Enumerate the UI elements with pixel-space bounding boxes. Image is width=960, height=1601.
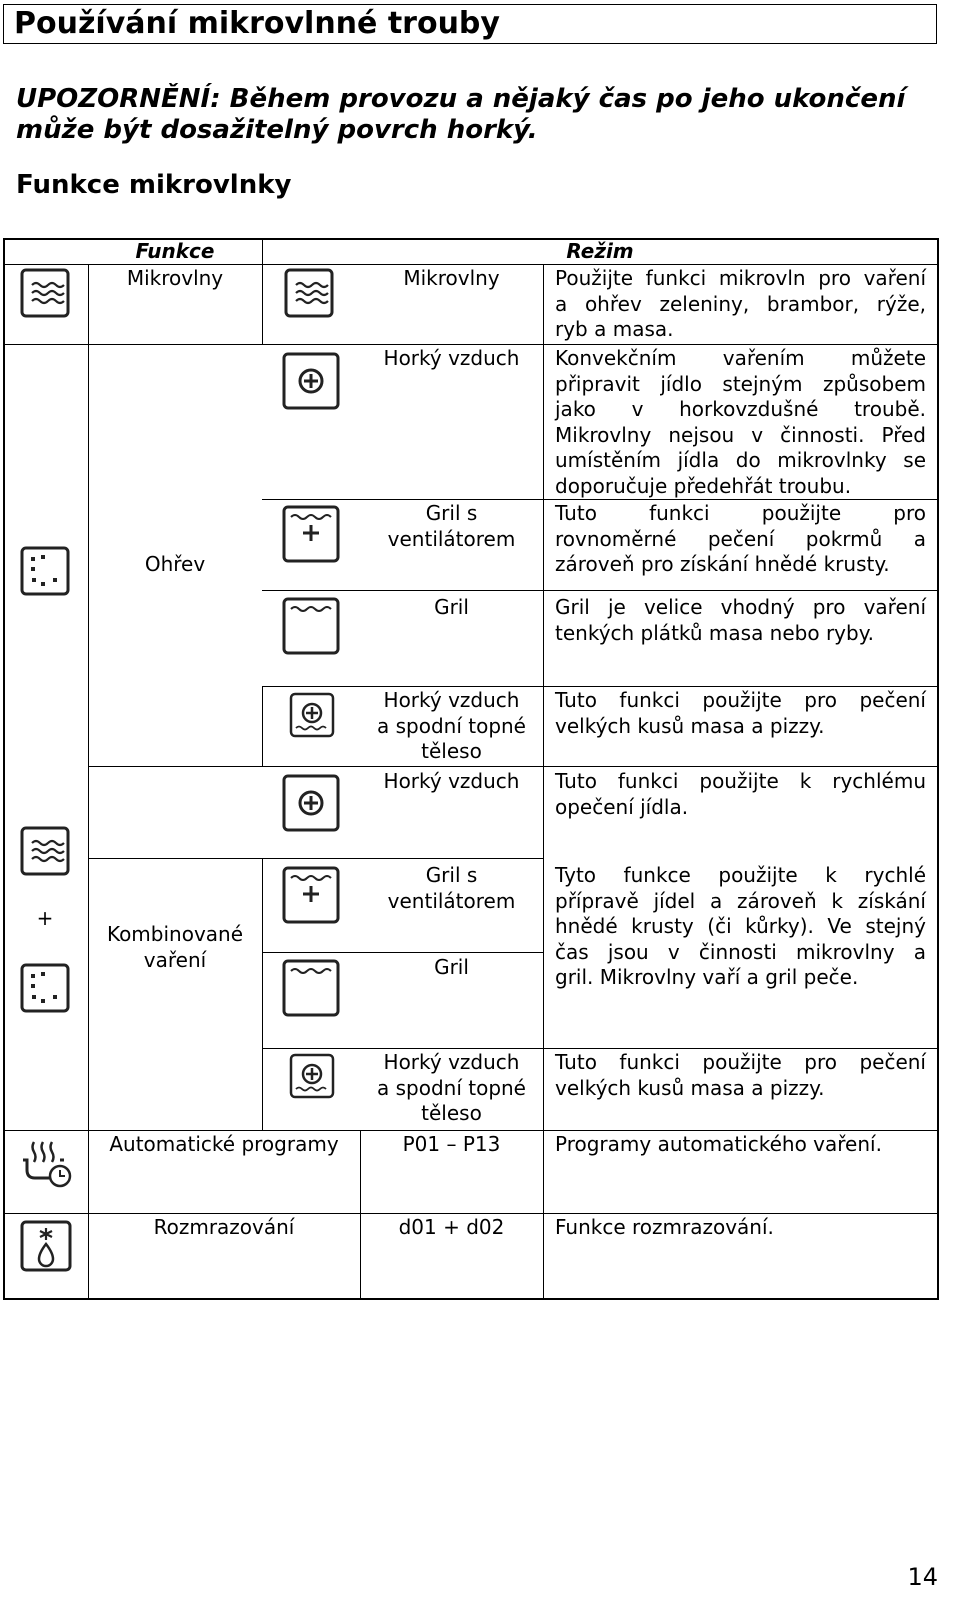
warning-line: může být dosažitelný povrch horký. <box>16 115 538 145</box>
desc-grill-fan: Tuto funkci použijte pro rovnoměrné pečení pokrmů a zároveň pro získání hnědé krusty. <box>555 501 926 576</box>
grill-fan-icon <box>282 505 340 563</box>
mode-grill-fan: Gril s ventilátorem <box>387 501 516 551</box>
defrost-icon <box>20 1220 72 1272</box>
desc-combined-hot-air: Tuto funkci použijte k rychlému opečení jídla. <box>555 769 926 819</box>
header-funkce: Funkce <box>135 239 215 263</box>
mode-auto: P01 – P13 <box>402 1132 501 1156</box>
header-rezim: Režim <box>566 239 634 263</box>
warning-line: UPOZORNĚNÍ: Během provozu a nějaký čas po jeho ukončení <box>16 84 906 114</box>
desc-combined-hot-air-bottom: Tuto funkci použijte pro pečení velkých kusů masa a pizzy. <box>555 1050 926 1100</box>
desc-combined: Tyto funkce použijte k rychlé přípravě jídel a zároveň k získání hnědé krusty (či kůrky). Ve stejný čas jsou v činnosti mikrovlny a gril. Mikrovlny vaří a gril peče. <box>555 863 926 989</box>
mode-grill: Gril <box>434 595 469 619</box>
mode-mikrovlny: Mikrovlny <box>403 266 500 290</box>
desc-defrost: Funkce rozmrazování. <box>555 1215 774 1239</box>
funkce-defrost: Rozmrazování <box>153 1215 295 1239</box>
desc-hot-air-bottom: Tuto funkci použijte pro pečení velkých kusů masa a pizzy. <box>555 688 926 738</box>
mode-defrost: d01 + d02 <box>398 1215 505 1239</box>
microwave-icon <box>20 826 70 876</box>
grill-fan-icon <box>282 866 340 924</box>
mode-combined-grill-fan: Gril s ventilátorem <box>387 863 516 913</box>
hot-air-icon <box>282 774 340 832</box>
warning-text <box>16 84 941 146</box>
mode-combined-hot-air: Horký vzduch <box>383 769 520 793</box>
mode-combined-grill: Gril <box>434 955 469 979</box>
desc-hot-air: Konvekčním vařením můžete připravit jídlo stejným způsobem jako v horkovzdušné troubě. Mikrovlny nejsou v činnosti. Před umístěním jídla do mikrovlnky se doporučuje předehřát troubu. <box>555 346 926 498</box>
desc-auto: Programy automatického vaření. <box>555 1132 882 1156</box>
page-number: 14 <box>907 1563 938 1591</box>
hot-air-bottom-icon <box>289 1053 335 1099</box>
heating-icon <box>20 546 70 596</box>
hot-air-bottom-icon <box>289 692 335 738</box>
page-title: Používání mikrovlnné trouby <box>14 6 500 41</box>
section-heading: Funkce mikrovlnky <box>16 170 292 200</box>
auto-program-icon <box>20 1138 76 1190</box>
mode-hot-air: Horký vzduch <box>383 346 520 370</box>
desc-mikrovlny: Použijte funkci mikrovln pro vaření a ohřev zeleniny, brambor, rýže, ryb a masa. <box>555 266 926 341</box>
microwave-icon <box>20 268 70 318</box>
desc-grill: Gril je velice vhodný pro vaření tenkých plátků masa nebo ryby. <box>555 595 926 645</box>
heating-icon <box>20 963 70 1013</box>
plus-sign: + <box>36 906 54 930</box>
grill-icon <box>282 597 340 655</box>
grill-icon <box>282 959 340 1017</box>
funkce-ohrev: Ohřev <box>144 552 206 576</box>
mode-hot-air-bottom: Horký vzduch a spodní topné těleso <box>376 688 526 763</box>
funkce-kombinovane: Kombinované vaření <box>106 922 244 972</box>
hot-air-icon <box>282 352 340 410</box>
mode-combined-hot-air-bottom: Horký vzduch a spodní topné těleso <box>376 1050 526 1125</box>
funkce-auto: Automatické programy <box>109 1132 339 1156</box>
funkce-mikrovlny: Mikrovlny <box>126 266 224 290</box>
microwave-icon <box>284 268 334 318</box>
